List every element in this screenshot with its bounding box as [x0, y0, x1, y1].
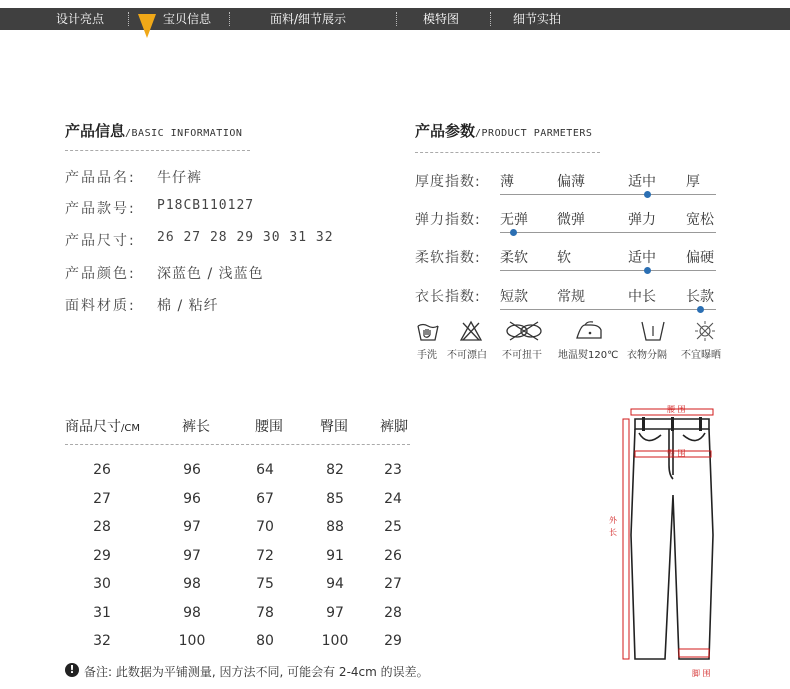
nav-tab-detail-photos[interactable]: 细节实拍: [513, 12, 562, 26]
size-table-cell: 24: [384, 490, 402, 507]
diagram-hip-label: 臀 围: [667, 449, 686, 458]
care-label-low-iron: 地温熨120℃: [558, 350, 619, 361]
product-info-heading: [65, 120, 242, 141]
no-bleach-icon: [459, 320, 483, 342]
diagram-waist-label: 腰 围: [667, 405, 686, 414]
nav-separator: [229, 12, 230, 26]
nav-lace-border: [0, 0, 790, 8]
size-table-cell: 100: [178, 633, 206, 649]
size-table-header-size: [65, 416, 140, 436]
size-table-cell: 23: [384, 462, 402, 478]
active-tab-marker: [138, 14, 156, 38]
size-table-header-waist: 腰围: [255, 419, 283, 435]
param-scale-line-3: [500, 309, 716, 310]
param-label-3: 衣长指数:: [415, 289, 481, 305]
care-label-no-wring: 不可扭干: [502, 350, 542, 361]
param-scale-line-0: [500, 194, 716, 195]
product-params-heading: [415, 120, 592, 141]
param-option-1-1: 微弹: [557, 212, 585, 228]
info-value-material: 棉 / 粘纤: [157, 298, 219, 314]
info-label-name: 产品品名:: [65, 170, 136, 186]
param-option-1-0: 无弹: [500, 212, 528, 228]
param-option-2-2: 适中: [628, 250, 656, 266]
param-option-3-2: 中长: [628, 289, 656, 305]
product-info-subtitle: /BASIC INFORMATION: [125, 128, 243, 139]
size-table-cell: 64: [256, 462, 274, 478]
size-table-cell: 96: [183, 462, 201, 478]
size-table-cell: 70: [256, 519, 274, 535]
care-label-no-sun-dry: 不宜曝晒: [681, 350, 721, 361]
info-label-colors: 产品颜色:: [65, 266, 136, 282]
diagram-length-label: 外长: [609, 516, 617, 537]
size-table-header-hem: 裤脚: [380, 419, 408, 435]
size-table-cell: 26: [384, 547, 402, 564]
care-label-no-bleach: 不可漂白: [447, 350, 487, 361]
param-scale-marker-1: [510, 229, 517, 236]
param-scale-line-2: [500, 270, 716, 271]
nav-tab-design[interactable]: 设计亮点: [56, 12, 105, 26]
info-label-material: 面料材质:: [65, 298, 136, 314]
info-label-sizes: 产品尺寸:: [65, 233, 136, 249]
param-option-0-1: 偏薄: [557, 174, 585, 190]
size-table-cell: 88: [326, 519, 344, 535]
param-option-2-1: 软: [557, 250, 571, 266]
size-table-cell: 31: [93, 604, 111, 621]
measurement-note: 备注: 此数据为平铺测量, 因方法不同, 可能会有 2-4cm 的误差。: [84, 665, 429, 679]
size-table-cell: 72: [256, 547, 274, 564]
size-table-cell: 25: [384, 519, 402, 535]
param-option-3-3: 长款: [686, 289, 714, 305]
size-table-cell: 97: [183, 547, 201, 564]
size-header-label: 商品尺寸: [65, 419, 121, 435]
diagram-hem-label: 脚 围: [692, 669, 711, 678]
product-params-title: 产品参数: [415, 122, 476, 140]
no-sun-dry-icon: [694, 320, 716, 342]
hand-wash-icon: [416, 320, 440, 342]
product-params-divider: [415, 152, 600, 153]
nav-tab-fabric-details[interactable]: 面料/细节展示: [270, 12, 347, 26]
size-table-header-length: 裤长: [182, 419, 210, 435]
param-option-0-3: 厚: [686, 174, 700, 190]
info-value-colors: 深蓝色 / 浅蓝色: [157, 266, 264, 282]
nav-tab-product-info[interactable]: 宝贝信息: [163, 12, 212, 26]
care-label-wash-separately: 衣物分隔: [627, 350, 667, 361]
nav-separator: [396, 12, 397, 26]
care-label-hand-wash: 手洗: [417, 350, 437, 361]
size-table-cell: 75: [256, 576, 274, 592]
size-table-cell: 30: [93, 576, 111, 592]
hem-measure-box: [679, 649, 709, 657]
size-table-cell: 96: [183, 490, 201, 507]
info-value-name: 牛仔裤: [157, 170, 202, 186]
nav-separator: [490, 12, 491, 26]
param-scale-marker-3: [697, 306, 704, 313]
size-table-cell: 91: [326, 547, 344, 564]
param-option-0-2: 适中: [628, 174, 656, 190]
size-table-cell: 82: [326, 462, 344, 478]
param-option-2-0: 柔软: [500, 250, 528, 266]
size-table-cell: 85: [326, 490, 344, 507]
size-table-cell: 67: [256, 490, 274, 507]
size-table-cell: 100: [321, 633, 349, 649]
no-wring-icon: [504, 320, 544, 342]
nav-separator: [128, 12, 129, 26]
size-header-unit: /CM: [121, 423, 140, 434]
size-table-cell: 29: [93, 547, 111, 564]
info-label-style-no: 产品款号:: [65, 201, 136, 217]
size-table-cell: 80: [256, 633, 274, 649]
param-scale-line-1: [500, 232, 716, 233]
size-table-cell: 97: [183, 519, 201, 535]
param-label-2: 柔软指数:: [415, 250, 481, 266]
wash-separately-icon: [638, 320, 668, 342]
size-table-cell: 32: [93, 633, 111, 649]
size-table-cell: 27: [93, 490, 111, 507]
exclamation-icon: !: [65, 663, 79, 677]
param-option-1-2: 弹力: [628, 212, 656, 228]
size-table-cell: 29: [384, 633, 402, 649]
size-table-cell: 98: [183, 604, 201, 621]
size-table-cell: 98: [183, 576, 201, 592]
product-info-divider: [65, 150, 250, 151]
nav-tab-model[interactable]: 模特图: [423, 12, 460, 26]
size-table-cell: 27: [384, 576, 402, 592]
param-option-0-0: 薄: [500, 174, 514, 190]
param-option-3-1: 常规: [557, 289, 585, 305]
low-iron-icon: [575, 320, 605, 342]
top-nav-bar: [0, 8, 790, 30]
size-table-header-hip: 臀围: [320, 419, 348, 435]
size-table-cell: 97: [326, 604, 344, 621]
size-table-cell: 28: [93, 519, 111, 535]
size-table-cell: 26: [93, 462, 111, 478]
length-measure-box: [623, 419, 629, 659]
info-value-sizes: 26 27 28 29 30 31 32: [157, 230, 334, 245]
product-params-subtitle: /PRODUCT PARMETERS: [475, 128, 593, 139]
product-info-title: 产品信息: [65, 122, 126, 140]
info-value-style-no: P18CB110127: [157, 198, 255, 213]
param-option-2-3: 偏硬: [686, 250, 714, 266]
param-scale-marker-0: [644, 191, 651, 198]
size-table-cell: 28: [384, 604, 402, 621]
param-option-3-0: 短款: [500, 289, 528, 305]
size-table-cell: 94: [326, 576, 344, 592]
param-label-0: 厚度指数:: [415, 174, 481, 190]
size-table-divider: [65, 444, 410, 445]
param-option-1-3: 宽松: [686, 212, 714, 228]
param-scale-marker-2: [644, 267, 651, 274]
param-label-1: 弹力指数:: [415, 212, 481, 228]
size-table-cell: 78: [256, 604, 274, 621]
